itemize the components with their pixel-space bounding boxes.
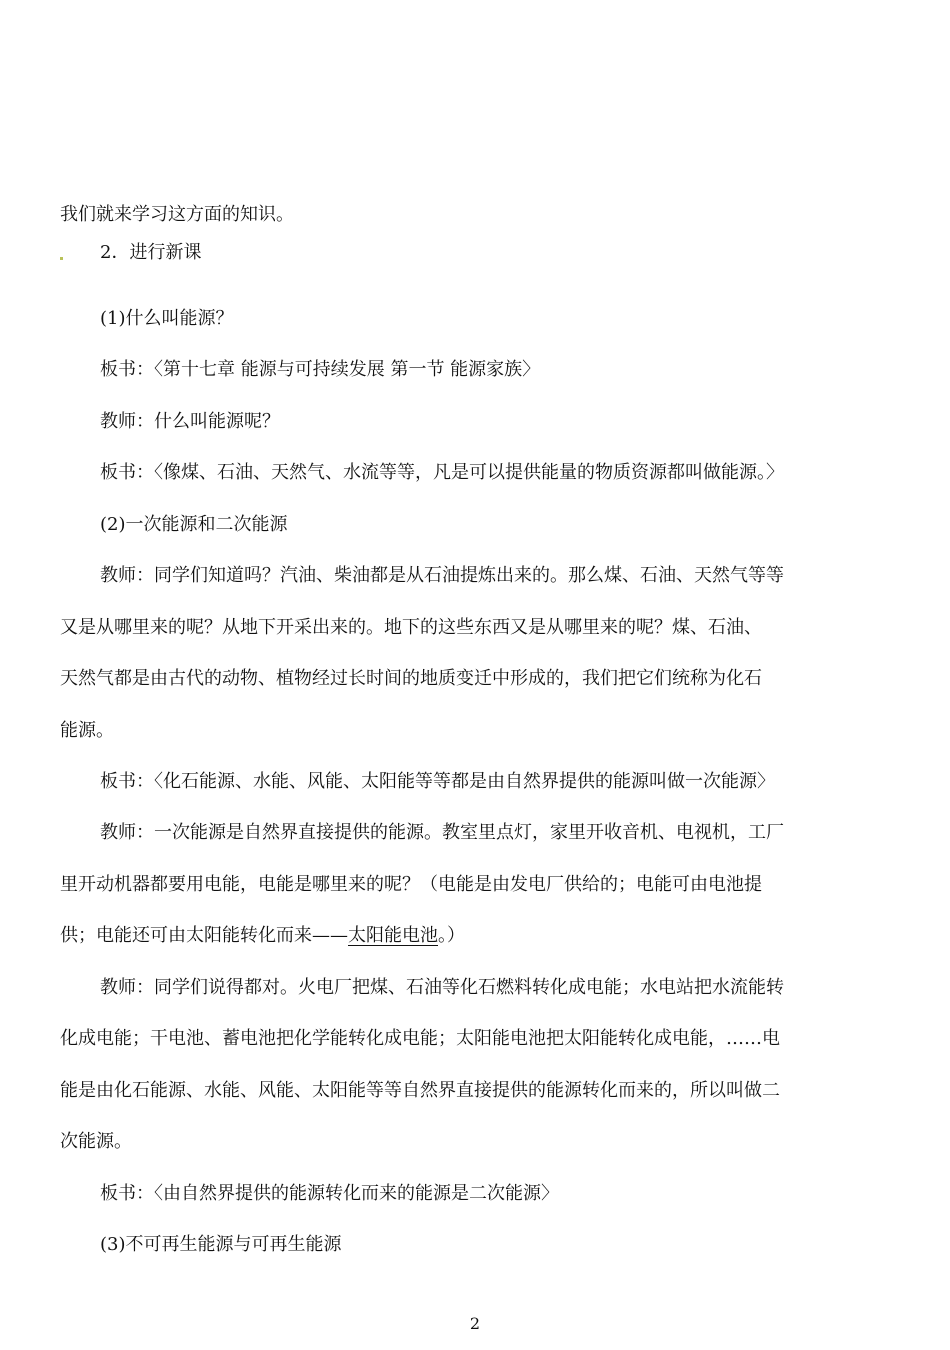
question-2-heading: (2)一次能源和二次能源 bbox=[100, 514, 288, 535]
board-note-1: 板书：〈第十七章 能源与可持续发展 第一节 能源家族〉 bbox=[100, 359, 541, 380]
paragraph-text: 供；电能还可由太阳能转化而来—— bbox=[60, 925, 348, 946]
paragraph-line: 教师：同学们说得都对。火电厂把煤、石油等化石燃料转化成电能；水电站把水流能转 bbox=[100, 977, 784, 998]
question-1-heading: (1)什么叫能源？ bbox=[100, 308, 234, 329]
paragraph-line: 次能源。 bbox=[60, 1131, 132, 1152]
underlined-term: 太阳能电池 bbox=[348, 925, 438, 946]
margin-marker bbox=[60, 257, 63, 260]
paragraph-line bbox=[60, 923, 840, 949]
paragraph-line: 教师：一次能源是自然界直接提供的能源。教室里点灯，家里开收音机、电视机，工厂 bbox=[100, 822, 784, 843]
teacher-paragraph-1: 教师：什么叫能源呢？ bbox=[100, 411, 280, 432]
paragraph-line: 又是从哪里来的呢？从地下开采出来的。地下的这些东西又是从哪里来的呢？煤、石油、 bbox=[60, 617, 762, 638]
board-note-2: 板书：〈像煤、石油、天然气、水流等等，凡是可以提供能量的物质资源都叫做能源。〉 bbox=[100, 462, 784, 483]
paragraph-text: 。） bbox=[438, 925, 465, 946]
section-heading: 2．进行新课 bbox=[100, 242, 202, 263]
intro-tail-line: 我们就来学习这方面的知识。 bbox=[60, 204, 294, 225]
board-note-4: 板书：〈由自然界提供的能源转化而来的能源是二次能源〉 bbox=[100, 1183, 559, 1204]
page-number: 2 bbox=[469, 1314, 481, 1333]
paragraph-line: 能是由化石能源、水能、风能、太阳能等等自然界直接提供的能源转化而来的，所以叫做二 bbox=[60, 1080, 780, 1101]
paragraph-line: 能源。 bbox=[60, 720, 114, 741]
board-note-3: 板书：〈化石能源、水能、风能、太阳能等等都是由自然界提供的能源叫做一次能源〉 bbox=[100, 771, 775, 792]
question-3-heading: (3)不可再生能源与可再生能源 bbox=[100, 1234, 342, 1255]
paragraph-line: 天然气都是由古代的动物、植物经过长时间的地质变迁中形成的，我们把它们统称为化石 bbox=[60, 668, 762, 689]
paragraph-line: 里开动机器都要用电能，电能是哪里来的呢？（电能是由发电厂供给的；电能可由电池提 bbox=[60, 874, 762, 895]
paragraph-line: 化成电能；干电池、蓄电池把化学能转化成电能；太阳能电池把太阳能转化成电能，……电 bbox=[60, 1028, 780, 1049]
paragraph-line: 教师：同学们知道吗？汽油、柴油都是从石油提炼出来的。那么煤、石油、天然气等等 bbox=[100, 565, 784, 586]
